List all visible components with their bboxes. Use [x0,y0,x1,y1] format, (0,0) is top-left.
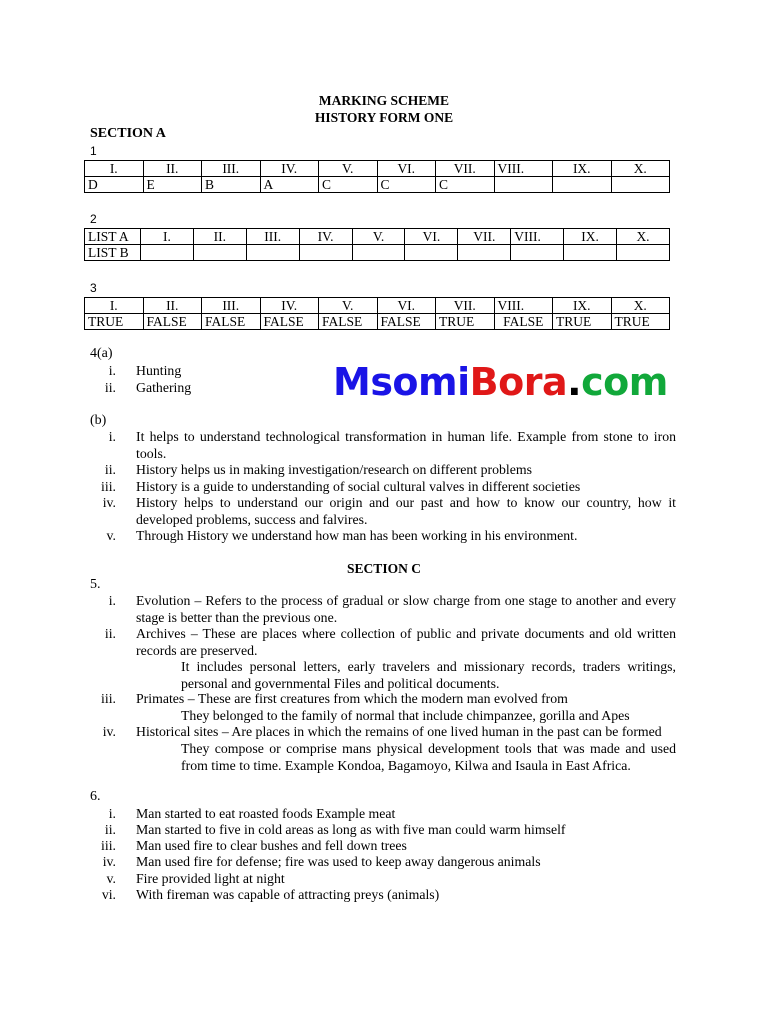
table-cell [193,245,246,261]
list-item-text: History is a guide to understanding of social cultural valves in different societies [136,479,581,494]
table-cell: LIST B [85,245,141,261]
list-item-number: v. [106,871,116,886]
table-cell: B [202,177,261,193]
list-item-number: iii. [101,479,116,494]
list-item [106,528,676,545]
list-item-text: Man used fire for defense; fire was used to keep away dangerous animals [136,854,541,869]
doc-title: MARKING SCHEME [318,93,450,108]
list-item-continuation: It includes personal letters, early travelers and missionary records, traders writings, personal and governmental Files and political documents. [181,659,676,691]
table-cell: VII. [436,161,495,177]
list-item-text: It helps to understand technological transformation in human life. Example from stone to iron tools. [136,429,676,461]
table-row [85,161,670,177]
table-cell: TRUE [85,314,144,330]
list-item-number: iv. [102,495,116,510]
table-cell [246,245,299,261]
table-cell: FALSE [202,314,261,330]
question-6-number: 6. [90,789,101,804]
table-cell: FALSE [319,314,378,330]
list-item [104,626,676,659]
table-cell: E [143,177,202,193]
table-cell [511,245,564,261]
table-cell: C [436,177,495,193]
table-cell: VII. [436,298,495,314]
table-cell: VIII. [494,161,553,177]
question-5-number: 5. [90,577,101,592]
table-cell: TRUE [553,314,612,330]
list-item-text: Gathering [136,380,192,395]
list-item-text: Primates – These are first creatures from which the modern man evolved from [136,691,568,706]
table-cell: TRUE [611,314,670,330]
list-item-number: i. [108,429,116,444]
table-cell: II. [193,229,246,245]
list-item [104,462,676,479]
list-item [102,854,676,871]
list-item-number: ii. [104,380,116,395]
table-cell: VIII. [511,229,564,245]
table-cell [352,245,405,261]
table-cell: IV. [299,229,352,245]
question-1-table [84,160,670,193]
table-cell: A [260,177,319,193]
list-item-text: With fireman was capable of attracting preys (animals) [136,887,440,902]
table-cell: IX. [553,161,612,177]
section-c-heading: SECTION C [347,561,421,576]
list-item-continuation: They belonged to the family of normal that include chimpanzee, gorilla and Apes [181,708,630,723]
list-item-text: Historical sites – Are places in which the remains of one lived human in the past can be formed [136,724,662,739]
list-item-number: ii. [104,822,116,837]
list-item-text: Hunting [136,363,182,378]
table-row [85,229,670,245]
list-item-text: Archives – These are places where collection of public and private documents and old written records are preserved. [136,626,676,658]
table-cell: V. [319,298,378,314]
table-cell: I. [141,229,194,245]
logo-part: Msomi [333,360,470,404]
table-cell: FALSE [260,314,319,330]
table-cell: VII. [458,229,511,245]
question-3-number: 3 [90,281,97,295]
table-cell: VI. [405,229,458,245]
list-item-text: Evolution – Refers to the process of gradual or slow charge from one stage to another and every stage is better than the previous one. [136,593,676,625]
table-cell: X. [611,298,670,314]
table-cell: VI. [377,298,436,314]
table-cell: FALSE [143,314,202,330]
list-item-number: iii. [101,838,116,853]
table-cell [617,245,670,261]
table-cell: D [85,177,144,193]
list-item-text: Man used fire to clear bushes and fell down trees [136,838,407,853]
table-cell [299,245,352,261]
table-cell [564,245,617,261]
table-cell: III. [202,161,261,177]
section-a-heading: SECTION A [90,126,166,141]
table-cell [141,245,194,261]
table-row [85,298,670,314]
table-cell: IV. [260,298,319,314]
table-row [85,177,670,193]
question-4b-label: (b) [90,413,107,428]
question-2-table [84,228,670,261]
logo-part: com [581,360,668,404]
list-item-number: i. [108,806,116,821]
question-4a-label: 4(a) [90,346,113,361]
list-item-number: iv. [102,724,116,739]
list-item-number: ii. [104,626,116,641]
table-cell [458,245,511,261]
table-cell: LIST A [85,229,141,245]
list-item-number: ii. [104,462,116,477]
table-cell: FALSE [494,314,553,330]
table-cell: II. [143,161,202,177]
list-item [104,822,676,839]
list-item [108,806,676,823]
list-item-number: i. [108,363,116,378]
table-cell: V. [352,229,405,245]
list-item [101,838,676,855]
list-item-continuation: They compose or comprise mans physical development tools that was made and used from time to time. Example Kondoa, Bagamoyo, Kilwa and Isaula in East Africa. [181,741,676,773]
table-cell [553,177,612,193]
list-item-number: iv. [102,854,116,869]
table-cell: TRUE [436,314,495,330]
table-cell: III. [246,229,299,245]
list-item-text: History helps to understand our origin and our past and how to know our country, how it developed problems, success and falvires. [136,495,676,527]
list-item-text: History helps us in making investigation/research on different problems [136,462,532,477]
table-cell: C [377,177,436,193]
logo-part: . [567,360,582,404]
table-cell: I. [85,161,144,177]
table-cell: X. [617,229,670,245]
list-item [102,495,676,528]
list-item [101,479,676,496]
list-item [101,691,676,708]
table-cell: VI. [377,161,436,177]
list-item-number: vi. [101,887,116,902]
list-item-number: iii. [101,691,116,706]
table-cell [494,177,553,193]
list-item [108,429,676,462]
table-cell: X. [611,161,670,177]
list-item [108,593,676,626]
table-cell: I. [85,298,144,314]
table-row [85,245,670,261]
table-cell: IV. [260,161,319,177]
table-cell [611,177,670,193]
msomibora-logo [333,358,668,406]
question-3-table [84,297,670,330]
question-1-number: 1 [90,144,97,158]
table-cell: III. [202,298,261,314]
list-item [106,871,676,888]
list-item [101,887,676,904]
table-cell: VIII. [494,298,553,314]
list-item-text: Man started to eat roasted foods Example meat [136,806,396,821]
list-item-number: i. [108,593,116,608]
table-cell: C [319,177,378,193]
table-cell: IX. [564,229,617,245]
list-item-text: Fire provided light at night [136,871,285,886]
list-item-number: v. [106,528,116,543]
table-cell: V. [319,161,378,177]
list-item [102,724,676,741]
table-cell: II. [143,298,202,314]
doc-subtitle: HISTORY FORM ONE [314,110,454,125]
question-2-number: 2 [90,212,97,226]
table-cell: FALSE [377,314,436,330]
table-cell: IX. [553,298,612,314]
table-row [85,314,670,330]
table-cell [405,245,458,261]
list-item-text: Man started to five in cold areas as long as with five man could warm himself [136,822,566,837]
list-item-text: Through History we understand how man has been working in his environment. [136,528,578,543]
logo-part: Bora [469,360,568,404]
